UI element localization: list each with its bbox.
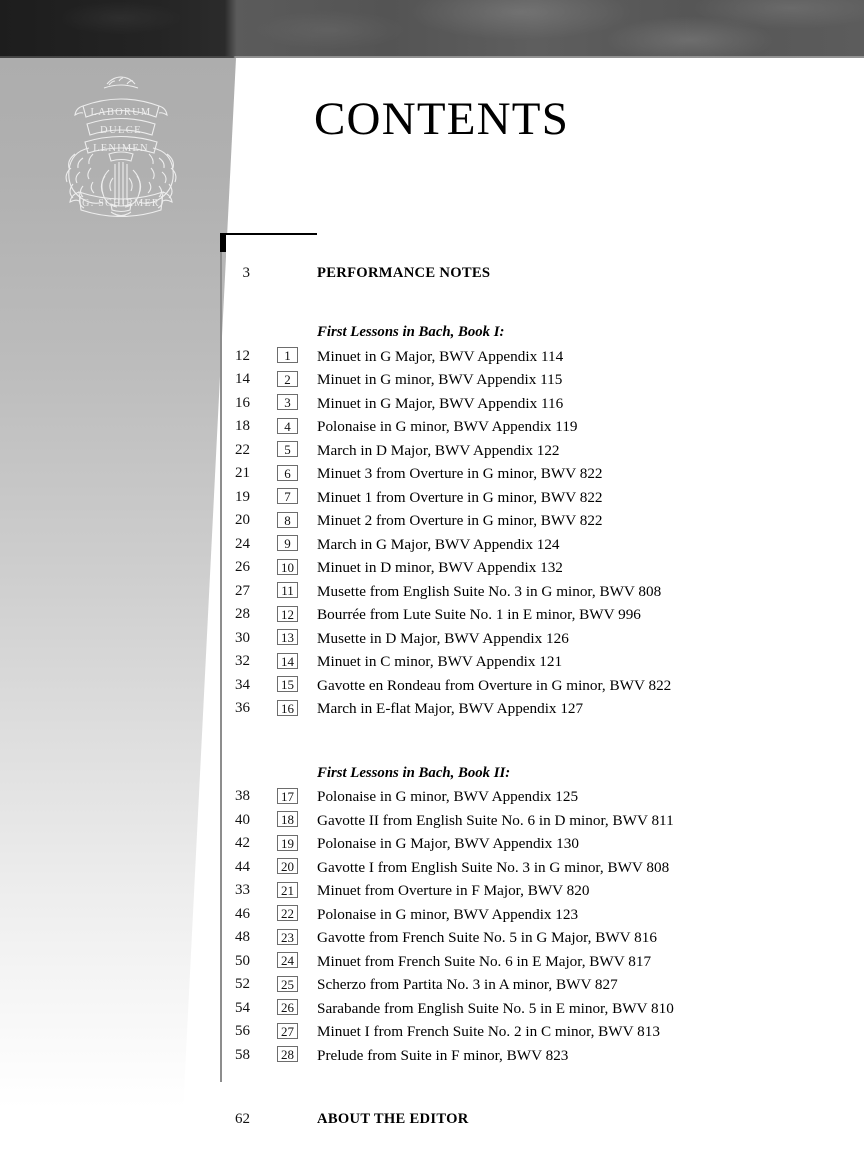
row-title: Polonaise in G Major, BWV Appendix 130 <box>317 835 579 852</box>
table-row[interactable] <box>220 674 830 698</box>
row-track-number: 19 <box>277 835 298 851</box>
table-row[interactable] <box>220 462 830 486</box>
row-page-number: 48 <box>235 929 250 945</box>
row-track-number: 24 <box>277 952 298 968</box>
row-about-the-editor[interactable] <box>220 1108 830 1132</box>
table-row[interactable] <box>220 903 830 927</box>
row-track-number: 16 <box>277 700 298 716</box>
row-title: Minuet I from French Suite No. 2 in C minor, BWV 813 <box>317 1023 660 1040</box>
row-page-number: 14 <box>235 371 250 387</box>
column-header-page: PAGE <box>226 235 864 1152</box>
table-column-header <box>220 233 317 252</box>
page-title: CONTENTS <box>314 93 570 145</box>
row-track-number: 23 <box>277 929 298 945</box>
table-row[interactable] <box>220 392 830 416</box>
row-track-number: 28 <box>277 1046 298 1062</box>
table-row[interactable] <box>220 950 830 974</box>
row-page-number: 28 <box>235 606 250 622</box>
row-title: Bourrée from Lute Suite No. 1 in E minor, BWV 996 <box>317 606 641 623</box>
row-track-number: 27 <box>277 1023 298 1039</box>
row-track-number: 17 <box>277 788 298 804</box>
top-band-rule <box>0 56 864 58</box>
table-row[interactable] <box>220 809 830 833</box>
row-page-number: 26 <box>235 559 250 575</box>
table-row[interactable] <box>220 603 830 627</box>
row-title: Sarabande from English Suite No. 5 in E minor, BWV 810 <box>317 999 674 1017</box>
row-track-number: 11 <box>277 582 298 598</box>
row-page-number: 21 <box>235 465 250 481</box>
row-track-number: 20 <box>277 858 298 874</box>
row-page-number: 12 <box>235 347 250 364</box>
table-row[interactable] <box>220 627 830 651</box>
schirmer-crest-icon <box>57 72 185 217</box>
table-row[interactable] <box>220 486 830 510</box>
row-page-number: 30 <box>235 629 250 646</box>
row-spacer <box>220 1096 830 1108</box>
row-spacer <box>220 721 830 750</box>
row-page-number: 56 <box>235 1023 250 1039</box>
row-page-number: 16 <box>235 394 250 411</box>
row-page-number: 24 <box>235 535 250 552</box>
row-track-number: 1 <box>277 347 298 363</box>
row-spacer <box>220 1067 830 1096</box>
column-header-track: TRACK <box>265 235 307 247</box>
row-page-number: 20 <box>235 512 250 528</box>
row-title: Minuet from French Suite No. 6 in E Major, BWV 817 <box>317 952 652 970</box>
row-title: Musette from English Suite No. 3 in G minor, BWV 808 <box>317 582 662 600</box>
row-title: Polonaise in G minor, BWV Appendix 125 <box>317 788 579 805</box>
row-page-number: 38 <box>235 788 250 804</box>
table-row[interactable] <box>220 415 830 439</box>
row-title: Minuet in D minor, BWV Appendix 132 <box>317 559 563 576</box>
table-row[interactable] <box>220 1020 830 1044</box>
section-heading-1[interactable] <box>220 321 830 345</box>
row-track-number: 2 <box>277 371 298 387</box>
row-track-number: 13 <box>277 629 298 645</box>
contents-table <box>220 262 830 1132</box>
table-row[interactable] <box>220 368 830 392</box>
svg-text:LABORUM: LABORUM <box>90 107 152 118</box>
row-spacer <box>220 750 830 762</box>
table-row[interactable] <box>220 785 830 809</box>
row-title: First Lessons in Bach, Book I: <box>317 324 505 340</box>
row-title: PERFORMANCE NOTES <box>317 265 491 281</box>
table-row[interactable] <box>220 509 830 533</box>
row-title: Gavotte II from English Suite No. 6 in D minor, BWV 811 <box>317 811 674 829</box>
row-page-number: 33 <box>235 882 250 898</box>
row-track-number: 12 <box>277 606 298 622</box>
row-track-number: 15 <box>277 676 298 692</box>
svg-text:DULCE: DULCE <box>100 125 142 136</box>
row-page-number: 22 <box>235 441 250 458</box>
row-page-number: 58 <box>235 1046 250 1063</box>
row-title: Gavotte en Rondeau from Overture in G minor, BWV 822 <box>317 676 672 694</box>
table-row[interactable] <box>220 580 830 604</box>
row-title: Gavotte from French Suite No. 5 in G Major, BWV 816 <box>317 929 657 946</box>
row-page-number: 46 <box>235 905 250 922</box>
row-page-number: 52 <box>235 976 250 992</box>
row-title: Prelude from Suite in F minor, BWV 823 <box>317 1046 569 1064</box>
table-row[interactable] <box>220 926 830 950</box>
row-track-number: 5 <box>277 441 298 457</box>
row-track-number: 6 <box>277 465 298 481</box>
row-title: Polonaise in G minor, BWV Appendix 123 <box>317 905 579 923</box>
table-row[interactable] <box>220 832 830 856</box>
row-title: Minuet in G Major, BWV Appendix 116 <box>317 394 564 412</box>
row-title: Scherzo from Partita No. 3 in A minor, BWV 827 <box>317 976 618 993</box>
row-track-number: 4 <box>277 418 298 434</box>
column-header-divider <box>258 236 259 249</box>
row-track-number: 18 <box>277 811 298 827</box>
row-page-number: 36 <box>235 700 250 716</box>
row-title: March in E-flat Major, BWV Appendix 127 <box>317 700 584 717</box>
row-page-number: 54 <box>235 999 250 1016</box>
row-title: ABOUT THE EDITOR <box>317 1111 469 1127</box>
row-track-number: 21 <box>277 882 298 898</box>
row-page-number: 3 <box>242 265 250 281</box>
row-page-number: 18 <box>235 418 250 434</box>
row-title: Minuet 3 from Overture in G minor, BWV 822 <box>317 465 603 482</box>
row-page-number: 34 <box>235 676 250 693</box>
svg-text:G. SCHIRMER: G. SCHIRMER <box>82 198 160 209</box>
row-page-number: 62 <box>235 1111 250 1127</box>
table-row[interactable] <box>220 973 830 997</box>
row-title: Minuet 2 from Overture in G minor, BWV 822 <box>317 512 603 529</box>
row-title: First Lessons in Bach, Book II: <box>317 764 511 781</box>
row-title: March in G Major, BWV Appendix 124 <box>317 535 560 553</box>
row-title: Musette in D Major, BWV Appendix 126 <box>317 629 569 647</box>
row-page-number: 32 <box>235 653 250 669</box>
row-title: Minuet 1 from Overture in G minor, BWV 822 <box>317 488 603 506</box>
table-row[interactable] <box>220 997 830 1021</box>
table-row[interactable] <box>220 697 830 721</box>
table-row[interactable] <box>220 856 830 880</box>
table-row[interactable] <box>220 439 830 463</box>
top-marble-band <box>0 0 864 58</box>
row-track-number: 25 <box>277 976 298 992</box>
row-track-number: 26 <box>277 999 298 1015</box>
row-title: Minuet from Overture in F Major, BWV 820 <box>317 882 590 899</box>
table-row[interactable] <box>220 879 830 903</box>
table-row[interactable] <box>220 556 830 580</box>
section-heading-2[interactable] <box>220 762 830 786</box>
row-track-number: 7 <box>277 488 298 504</box>
row-track-number: 8 <box>277 512 298 528</box>
row-title: March in D Major, BWV Appendix 122 <box>317 441 560 459</box>
row-page-number: 44 <box>235 858 250 875</box>
svg-text:LENIMEN: LENIMEN <box>93 143 149 154</box>
row-page-number: 40 <box>235 811 250 828</box>
row-track-number: 9 <box>277 535 298 551</box>
row-title: Minuet in C minor, BWV Appendix 121 <box>317 653 563 670</box>
table-row[interactable] <box>220 345 830 369</box>
row-track-number: 22 <box>277 905 298 921</box>
row-page-number: 19 <box>235 488 250 505</box>
row-title: Minuet in G minor, BWV Appendix 115 <box>317 371 563 388</box>
table-row[interactable] <box>220 533 830 557</box>
row-page-number: 27 <box>235 582 250 599</box>
row-track-number: 10 <box>277 559 298 575</box>
row-track-number: 14 <box>277 653 298 669</box>
row-spacer <box>220 286 830 310</box>
row-page-number: 42 <box>235 835 250 851</box>
table-row[interactable] <box>220 650 830 674</box>
row-performance-notes[interactable] <box>220 262 830 286</box>
row-title: Polonaise in G minor, BWV Appendix 119 <box>317 418 578 435</box>
row-page-number: 50 <box>235 952 250 969</box>
row-track-number: 3 <box>277 394 298 410</box>
row-title: Gavotte I from English Suite No. 3 in G minor, BWV 808 <box>317 858 670 876</box>
row-title: Minuet in G Major, BWV Appendix 114 <box>317 347 564 365</box>
row-spacer <box>220 309 830 321</box>
table-row[interactable] <box>220 1044 830 1068</box>
